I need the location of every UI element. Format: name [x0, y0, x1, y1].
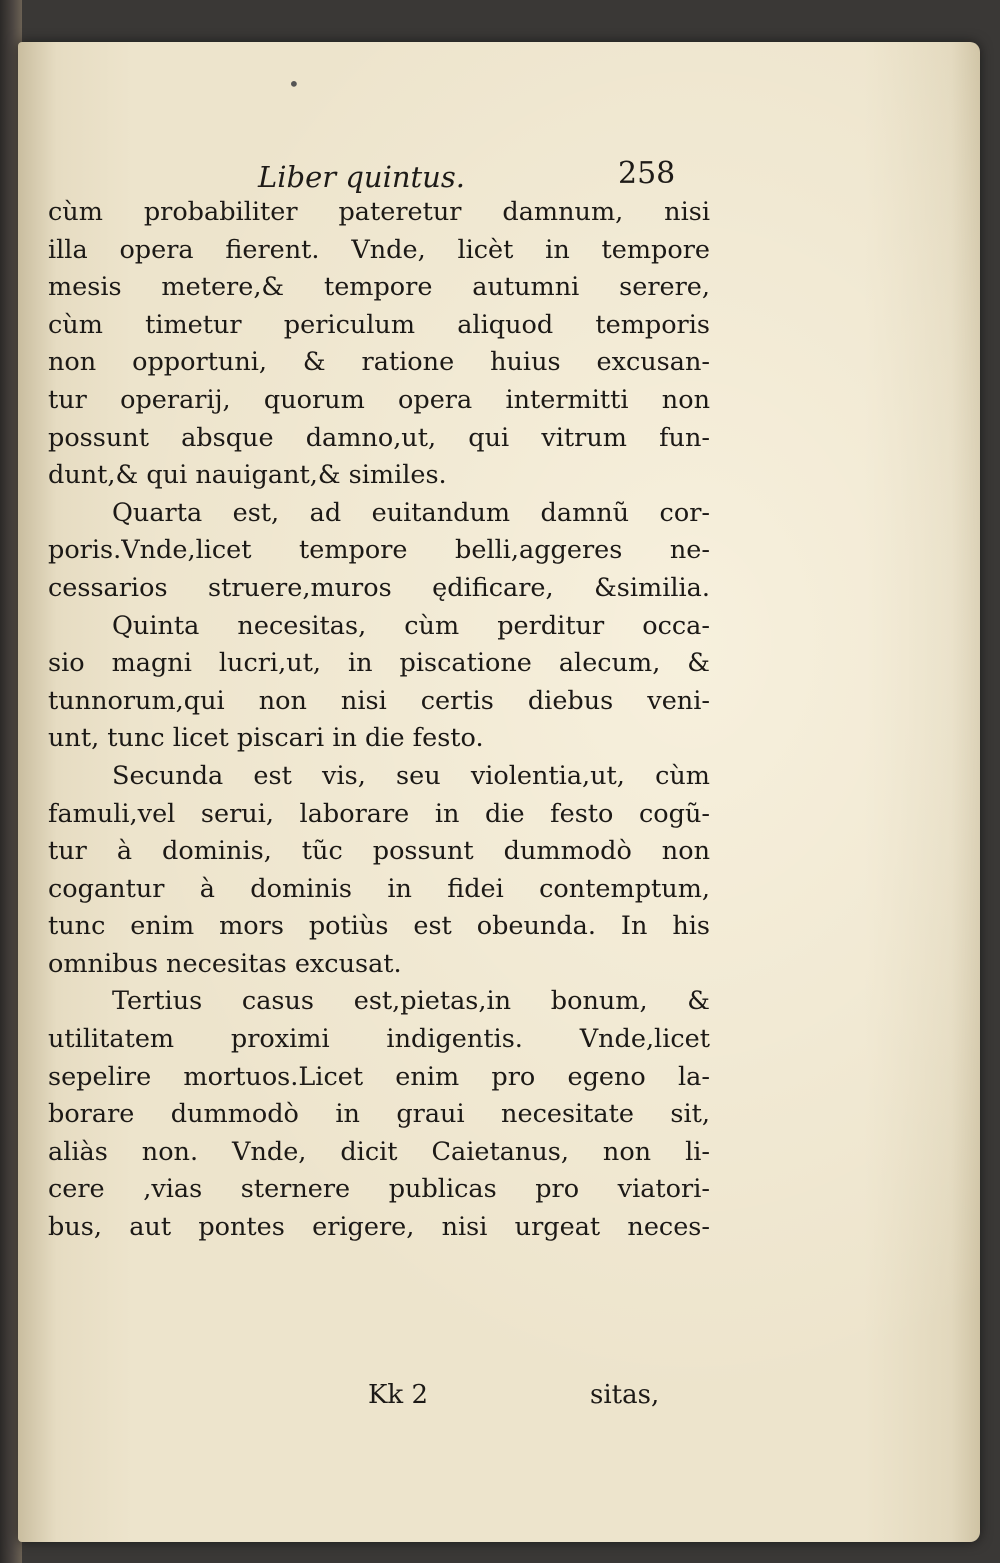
text-line: cessarios struere,muros ędificare, &similia. — [48, 572, 710, 603]
text-line: cogantur à dominis in fidei contemptum, — [48, 873, 710, 904]
text-line: cùm probabiliter pateretur damnum, nisi — [48, 197, 710, 227]
text-line: sio magni lucri,ut, in piscatione alecum, & — [48, 648, 710, 679]
text-line: Quinta necesitas, cùm perditur occa- — [112, 610, 710, 641]
text-line: tur à dominis, tũc possunt dummodò non — [48, 836, 710, 867]
text-line: dunt,& qui nauigant,& similes. — [48, 460, 447, 491]
text-line: cere ,vias sternere publicas pro viatori- — [48, 1174, 710, 1205]
text-line: unt, tunc licet piscari in die festo. — [48, 723, 484, 754]
text-line: utilitatem proximi indigentis. Vnde,licet — [48, 1024, 710, 1055]
text-line: Tertius casus est,pietas,in bonum, & — [112, 986, 710, 1017]
text-line: tur operarij, quorum opera intermitti non — [48, 384, 710, 415]
catchword: sitas, — [590, 1380, 660, 1410]
text-line: borare dummodò in graui necesitate sit, — [48, 1099, 710, 1130]
text-line: tunnorum,qui non nisi certis diebus veni- — [48, 685, 710, 716]
text-line: aliàs non. Vnde, dicit Caietanus, non li- — [48, 1136, 710, 1167]
page-leaf — [18, 42, 980, 1542]
text-line: poris.Vnde,licet tempore belli,aggeres ne- — [48, 535, 710, 566]
text-line: cùm timetur periculum aliquod temporis — [48, 309, 710, 340]
text-line: omnibus necesitas excusat. — [48, 948, 402, 979]
text-line: tunc enim mors potiùs est obeunda. In his — [48, 911, 710, 942]
text-line: Quarta est, ad euitandum damnũ cor- — [112, 497, 710, 528]
running-head: Liber quintus. — [258, 160, 465, 194]
ink-dot: • — [288, 72, 300, 96]
text-line: non opportuni, & ratione huius excusan- — [48, 347, 710, 378]
text-line: mesis metere,& tempore autumni serere, — [48, 272, 710, 303]
text-line: Secunda est vis, seu violentia,ut, cùm — [112, 760, 710, 791]
text-line: illa opera fierent. Vnde, licèt in tempore — [48, 234, 710, 265]
text-line: famuli,vel serui, laborare in die festo cogũ- — [48, 798, 710, 829]
text-line: possunt absque damno,ut, qui vitrum fun- — [48, 422, 710, 453]
page-footer — [18, 1380, 980, 1420]
page-number: 258 — [618, 156, 676, 191]
signature-mark: Kk 2 — [368, 1380, 428, 1410]
body-text — [48, 194, 710, 1247]
text-line: sepelire mortuos.Licet enim pro egeno la- — [48, 1061, 710, 1092]
text-line: bus, aut pontes erigere, nisi urgeat neces- — [48, 1212, 710, 1243]
